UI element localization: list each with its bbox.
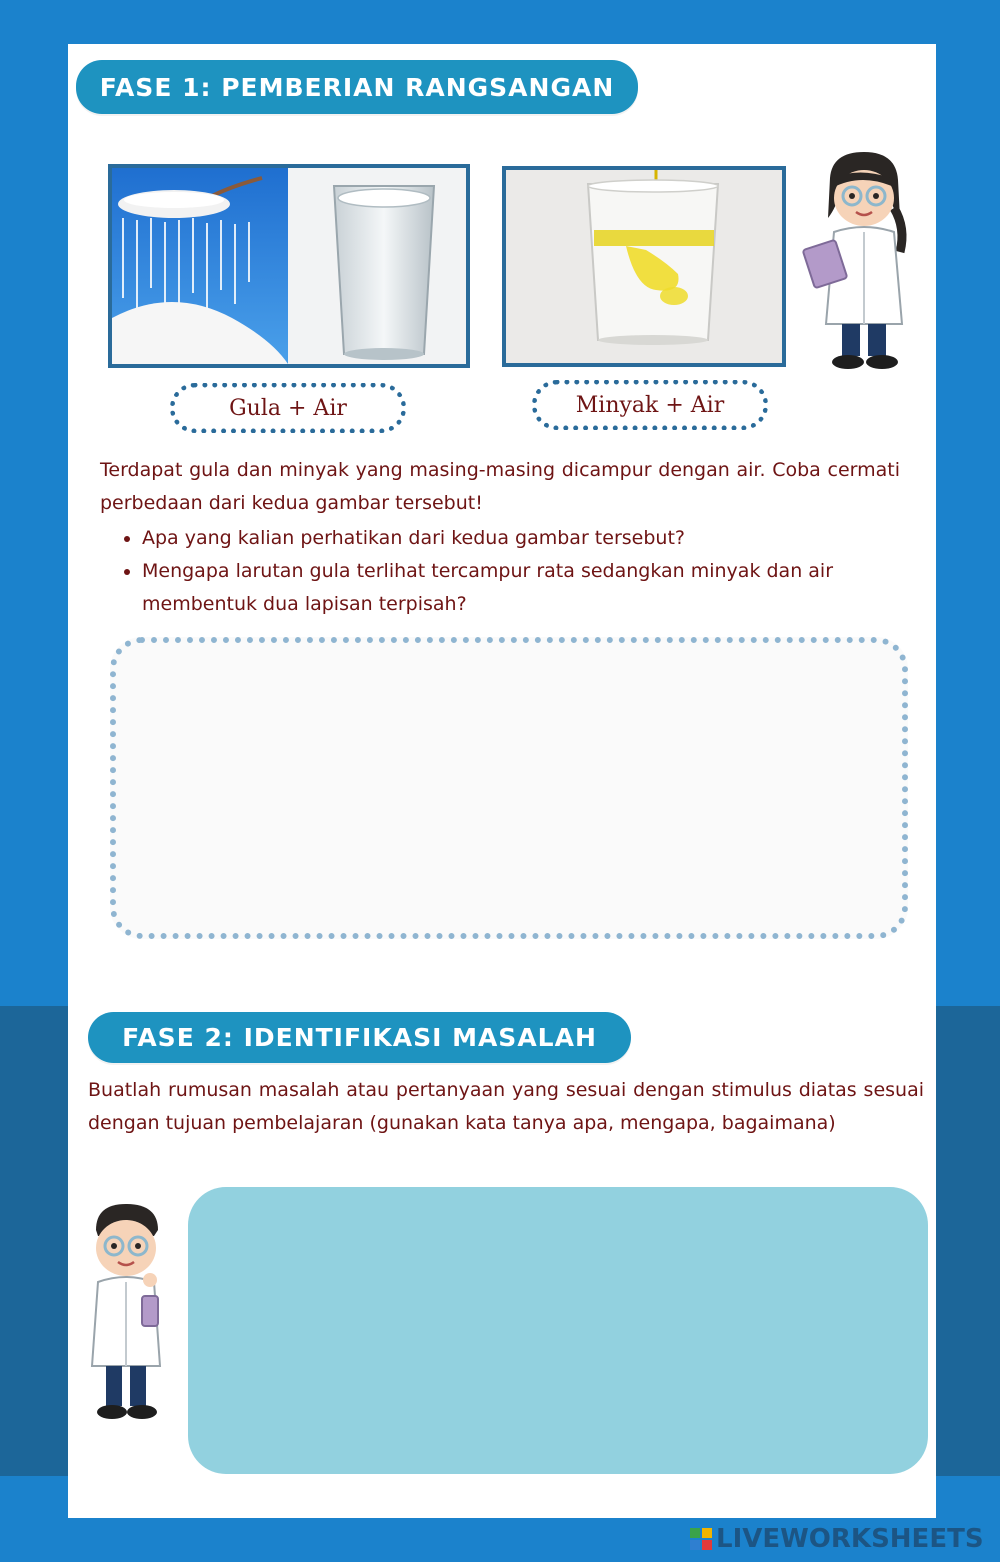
brand-text: LIVEWORKSHEETS — [716, 1524, 984, 1554]
phase1-title: FASE 1: PEMBERIAN RANGSANGAN — [76, 60, 638, 114]
phase2-answer-box[interactable] — [188, 1187, 928, 1474]
phase1-questions — [118, 522, 927, 621]
caption-oil-water: Minyak + Air — [532, 380, 768, 430]
question-item: • Apa yang kalian perhatikan dari kedua gambar tersebut? — [142, 522, 927, 555]
caption-sugar-water: Gula + Air — [170, 383, 406, 433]
sugar-water-illustration — [112, 168, 466, 364]
scientist-girl-illustration — [802, 148, 924, 384]
liveworksheets-logo[interactable] — [690, 1524, 984, 1554]
phase1-answer-box[interactable] — [110, 637, 908, 939]
phase2-instruction: Buatlah rumusan masalah atau pertanyaan yang sesuai dengan stimulus diatas sesuai dengan tujuan pembelajaran (gunakan kata tanya apa, mengapa, bagaimana) — [88, 1079, 924, 1134]
scientist-boy-illustration — [66, 1196, 182, 1432]
phase1-intro: Terdapat gula dan minyak yang masing-masing dicampur dengan air. Coba cermati perbedaan dari kedua gambar tersebut! — [100, 459, 900, 514]
oil-water-illustration — [506, 170, 782, 363]
scientist-girl-icon — [802, 148, 924, 384]
question-item: • Mengapa larutan gula terlihat tercampur rata sedangkan minyak dan air membentuk dua lapisan terpisah? — [142, 555, 927, 621]
scientist-boy-icon — [66, 1196, 182, 1432]
phase2-title: FASE 2: IDENTIFIKASI MASALAH — [88, 1012, 631, 1063]
sugar-water-image — [108, 164, 470, 368]
oil-water-image — [502, 166, 786, 367]
liveworksheets-icon — [690, 1528, 712, 1550]
